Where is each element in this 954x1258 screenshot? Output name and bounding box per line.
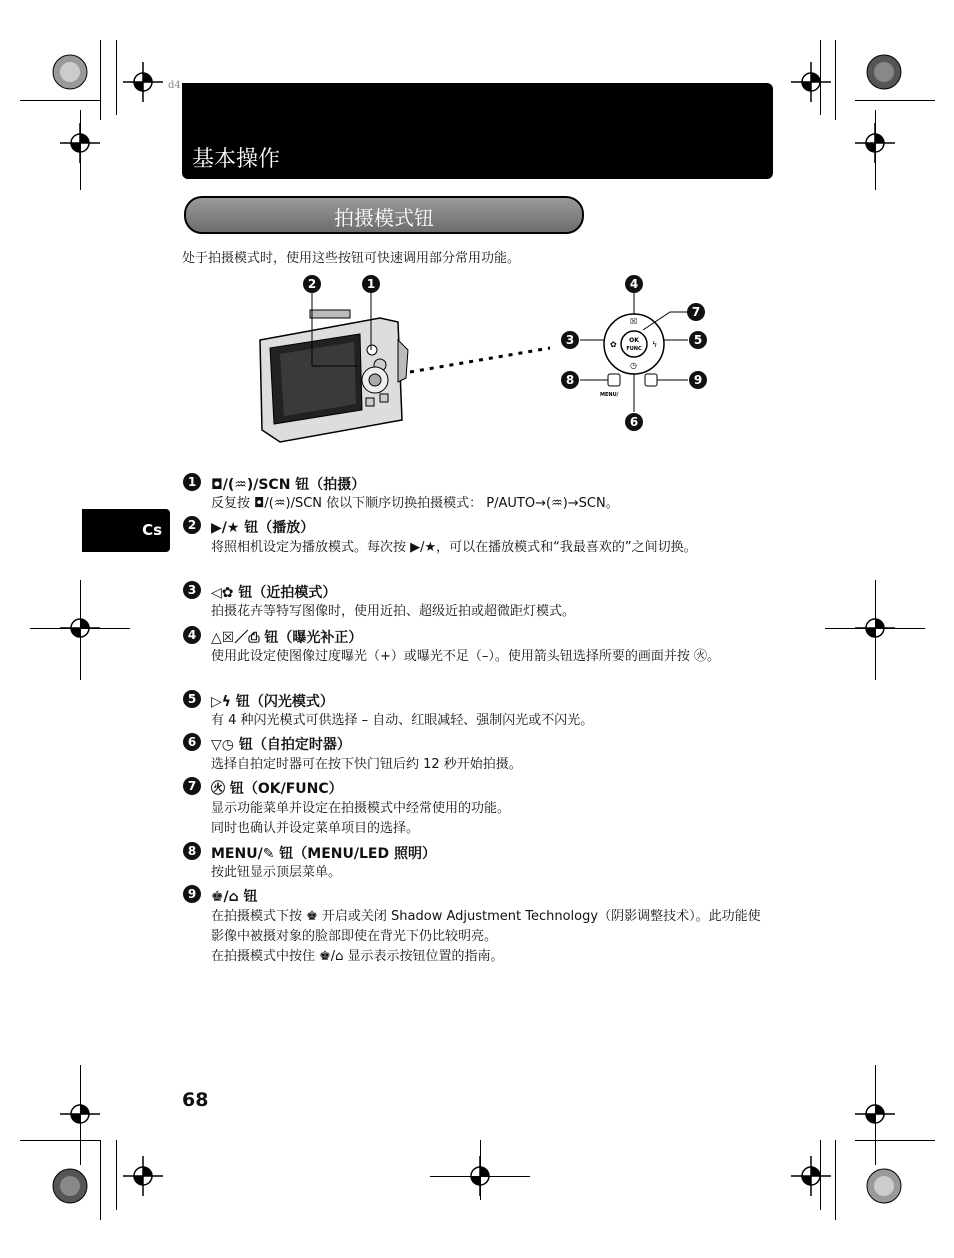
item-number: 9 [183, 885, 201, 903]
item-number: 2 [183, 516, 201, 534]
func-label: FUNC [626, 346, 642, 352]
callout-5: 5 [693, 333, 703, 347]
item-body: 使用此设定使图像过度曝光（+）或曝光不足（–）。使用箭头钮选择所要的画面并按 ㊋。 [211, 649, 721, 664]
svg-text:ϟ: ϟ [652, 340, 658, 349]
chapter-title: 基本操作 [192, 147, 281, 172]
callout-7: 7 [691, 305, 701, 319]
section-heading [184, 196, 584, 234]
item-body: 按此钮显示顶层菜单。 [211, 865, 342, 880]
section-title: 拍摄模式钮 [334, 206, 434, 230]
callout-6: 6 [629, 415, 639, 429]
item-title: ♚/⌂ 钮 [211, 889, 258, 905]
item-title: △☒／⎙ 钮（曝光补正） [211, 630, 363, 646]
item-number: 8 [183, 842, 201, 860]
callout-3: 3 [565, 333, 575, 347]
item-number: 5 [183, 690, 201, 708]
item-body: 反复按 ◘/(♒)/SCN 依以下顺序切换拍摄模式： P/AUTO→(♒)→SCN。 [211, 496, 619, 511]
svg-text:☒: ☒ [630, 317, 638, 326]
callout-2: 2 [307, 277, 317, 291]
item-title: ◘/(♒)/SCN 钮（拍摄） [211, 477, 366, 493]
ok-label: OK [629, 337, 639, 344]
item-number: 1 [183, 473, 201, 491]
language-tab [82, 509, 170, 552]
item-body: 拍摄花卉等特写图像时，使用近拍、超级近拍或超微距灯模式。 [211, 604, 576, 619]
menu-label: MENU/ [600, 392, 619, 398]
item-number: 3 [183, 581, 201, 599]
item-title: ▶/★ 钮（播放） [211, 520, 315, 536]
page-number: 68 [182, 1089, 209, 1111]
item-number: 4 [183, 626, 201, 644]
item-body: 有 4 种闪光模式可供选择 – 自动、红眼减轻、强制闪光或不闪光。 [211, 713, 594, 728]
language-tab-label: Cs [142, 521, 162, 539]
item-number: 6 [183, 733, 201, 751]
svg-text:✿: ✿ [610, 340, 617, 349]
item-title: ▷ϟ 钮（闪光模式） [211, 694, 334, 710]
callout-1: 1 [366, 277, 376, 291]
document-code: d4 [168, 80, 181, 91]
item-body: 在拍摄模式下按 ♚ 开启或关闭 Shadow Adjustment Technology（阴影调整技术）。此功能使影像中被摄对象的脸部即使在背光下仍比较明亮。 在拍摄模式中按住 ♚/⌂ 显示表示按钮位置的指南。 [211, 909, 761, 964]
item-body: 显示功能菜单并设定在拍摄模式中经常使用的功能。 同时也确认并设定菜单项目的选择。 [211, 801, 511, 836]
camera-body-illustration [260, 310, 408, 442]
item-number: 7 [183, 777, 201, 795]
item-title: ㊋ 钮（OK/FUNC） [211, 781, 343, 797]
callout-9: 9 [693, 373, 703, 387]
callout-4: 4 [629, 277, 639, 291]
item-title: ◁✿ 钮（近拍模式） [211, 585, 337, 601]
item-body: 选择自拍定时器可在按下快门钮后约 12 秒开始拍摄。 [211, 757, 522, 772]
callout-8: 8 [565, 373, 575, 387]
item-title: ▽◷ 钮（自拍定时器） [211, 737, 351, 753]
intro-text: 处于拍摄模式时，使用这些按钮可快速调用部分常用功能。 [182, 251, 521, 266]
svg-text:◷: ◷ [630, 361, 637, 370]
camera-diagram [250, 270, 720, 460]
item-title: MENU/✎ 钮（MENU/LED 照明） [211, 846, 436, 862]
item-body: 将照相机设定为播放模式。每次按 ▶/★，可以在播放模式和“我最喜欢的”之间切换。 [211, 540, 697, 555]
